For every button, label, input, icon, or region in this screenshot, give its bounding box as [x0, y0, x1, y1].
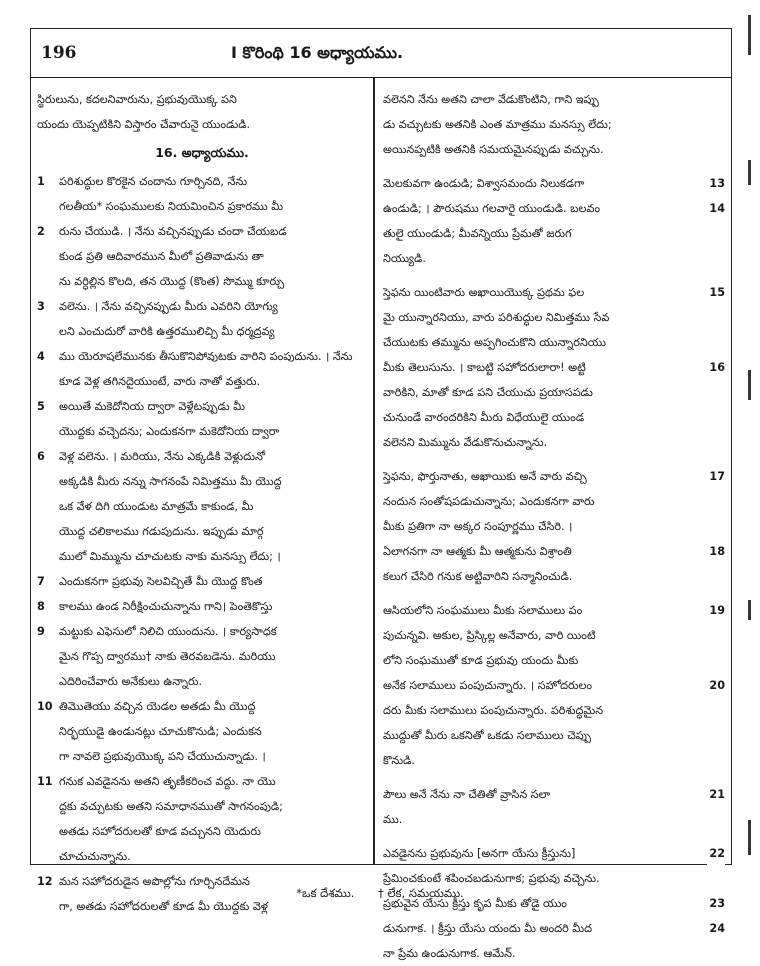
verse-text: మై యున్నారనియు, వారు పరిశుద్ధుల నిమిత్తము సేవ [383, 311, 610, 324]
verse-number: 24 [707, 916, 725, 941]
verse-line [383, 941, 725, 966]
verse-number: 1 [37, 175, 45, 188]
verse-text: గనుక ఎవడైనను అతని తృణీకరించ వద్దు. నా యొ [59, 775, 276, 788]
verse-number: 3 [37, 300, 45, 313]
verse-text: నందున సంతోషపడుచున్నాను; ఎందుకనగా వారు [383, 495, 595, 508]
text-line: యందు యెప్పటికిని విస్తారం చేవారునై యుండుడి. [37, 118, 251, 131]
verse-text: ఉండుడి; । పౌరుషము గలవారై యుండుడి. బలవం [383, 202, 601, 215]
edge-mark [748, 820, 751, 855]
verse-text: ఒక వేళ దిగి యుండుట మాత్రమే కాకుండ, మీ [59, 500, 254, 513]
verse-text: కాలము ఉండ నిరీక్షించుచున్నాను గాని। పెంతెకొస్తు [59, 600, 273, 613]
verse-text: యొద్ద చలికాలము గడుపుదును. ఇప్పుడు మార్గ [59, 525, 264, 538]
left-column [37, 87, 367, 919]
verse-text: అతడు సహోదరులతో కూడ వచ్చునని యెదురు [59, 825, 261, 838]
verse-line [37, 569, 367, 594]
verse-text: వలెనని నేను అతని చాలా వేడుకొంటిని, గాని ఇప్పు [383, 93, 599, 106]
verse-line [383, 137, 725, 162]
verse-number: 4 [37, 350, 45, 363]
verse-text: మైన గొప్ప ద్వారము† నాకు తెరవబడెను. మరియు [59, 650, 276, 663]
verse-number: 9 [37, 625, 45, 638]
verse-text: అక్కడికి మీరు నన్ను సాగనంపే నిమిత్తము మీ యొద్ద [59, 475, 282, 488]
paragraph-gap [383, 271, 725, 280]
verse-line [383, 330, 725, 355]
footnotes [30, 886, 730, 903]
verse-line [37, 669, 367, 694]
paragraph-gap [383, 589, 725, 598]
scan-edge-marks [740, 0, 760, 965]
footnote-2: † లేక, సమయము. [378, 886, 464, 900]
verse-text: మీకు ప్రతిగా నా అక్కర సంపూర్ణము చేసిరి. । [383, 520, 573, 533]
paragraph-gap [383, 773, 725, 782]
verse-line [37, 494, 367, 519]
verse-text: డు వచ్చుటకు అతనికి ఎంత మాత్రము మనస్సు లేదు; [383, 118, 612, 131]
verse-text: చూచుచున్నాను. [59, 850, 131, 863]
verse-line [37, 519, 367, 544]
verse-line [37, 794, 367, 819]
verse-line [37, 544, 367, 569]
verse-text: స్తెఫను, ఫొర్తునాతు, అఖాయికు అనే వారు వచ్చి [383, 470, 587, 483]
verse-line [37, 469, 367, 494]
verse-text: స్తెఫను యింటివారు అఖాయియొక్క ప్రథమ ఫల [383, 286, 585, 299]
verse-line [383, 380, 725, 405]
verse-number: 15 [707, 280, 725, 305]
column-divider [373, 77, 375, 864]
verse-text: మట్టుకు ఎఫెసులో నిలిచి యుందును. । కార్యసాధక [59, 625, 277, 638]
edge-mark [748, 160, 751, 185]
verse-text: ఎందుకనగా ప్రభువు సెలవిచ్చితే మీ యొద్ద కొంత [59, 575, 263, 588]
verse-line [383, 196, 725, 221]
verse-text: గా నావలె ప్రభువుయొక్క పని చేయుచున్నాడు. । [59, 750, 266, 763]
verse-number: 5 [37, 400, 45, 413]
paragraph-gap [383, 832, 725, 841]
left-verses [37, 169, 367, 919]
verse-text: అయితే మకెదోనియ ద్వారా వెళ్లేటప్పుడు మీ [59, 400, 245, 413]
verse-text: చేయుటకు తమ్మును అప్పగించుకొని యున్నారనియు [383, 336, 606, 349]
verse-number: 23 [707, 891, 725, 916]
verse-line [383, 598, 725, 623]
verse-text: పరిశుద్ధుల కొరకైన చందాను గూర్చినది, నేను [59, 175, 248, 188]
verse-text: ఆసియలోని సంఘములు మీకు సలాములు పం [383, 604, 583, 617]
footnote-1: *ఒక దేశము. [296, 886, 355, 900]
verse-line [37, 219, 367, 244]
verse-line [383, 564, 725, 589]
verse-line [383, 405, 725, 430]
verse-line [37, 744, 367, 769]
verse-text: అనేక సలాములు పంపుచున్నారు. । సహోదరులం [383, 679, 593, 692]
verse-text: మన సహోదరుడైన అపొల్లోను గూర్చినదేమన [59, 875, 250, 888]
verse-text: నియ్యుడి. [383, 252, 426, 265]
verse-number: 17 [707, 464, 725, 489]
verse-line [383, 355, 725, 380]
verse-text: ఏలాగనగా నా ఆత్మకు మీ ఆత్మకును విశ్రాంతి [383, 545, 572, 558]
verse-number: 11 [37, 775, 53, 788]
verse-text: కూడ వెళ్ల తగినదైయుంటే, వారు నాతో వత్తురు. [59, 375, 261, 388]
verse-text: లని ఎంచుదురో వారికి ఉత్తరములిచ్చి మీ ధర్మద్రవ్య [59, 325, 275, 338]
verse-line [37, 844, 367, 869]
edge-mark [748, 15, 751, 55]
verse-text: రును చేయుడి. । నేను వచ్చినప్పుడు చందా చేయబడ [59, 225, 287, 238]
verse-line [383, 916, 725, 941]
verse-text: గా, అతడు సహోదరులతో కూడ మీ యొద్దకు వెళ్ల [59, 900, 269, 913]
verse-text: ప్రేమించకుంటే శపించబడునుగాక; ప్రభువు వచ్చెను. [383, 872, 600, 885]
verse-line [37, 319, 367, 344]
verse-text: ద్దకు వచ్చుటకు అతని సమాధానముతో సాగనంపుడి; [59, 800, 283, 813]
verse-number: 7 [37, 575, 45, 588]
verse-number: 16 [707, 355, 725, 380]
verse-line [37, 644, 367, 669]
verse-number: 2 [37, 225, 45, 238]
verse-line [383, 698, 725, 723]
verse-line [383, 489, 725, 514]
verse-text: అయినప్పటికి అతనికి సమయమైనప్పుడు వచ్చును. [383, 143, 604, 156]
verse-text: వెళ్ల వలెను. । మరియు, నేను ఎక్కడికి వెళ్లుదునో [59, 450, 266, 463]
verse-text: వలెనని మిమ్మును వేడుకొనుచున్నాను. [383, 436, 548, 449]
verse-number: 19 [707, 598, 725, 623]
verse-line [37, 419, 367, 444]
verse-line [383, 464, 725, 489]
verse-line [383, 807, 725, 832]
verse-line [383, 112, 725, 137]
verse-line [37, 694, 367, 719]
verse-number: 10 [37, 700, 53, 713]
verse-line [383, 782, 725, 807]
verse-text: లోని సంఘముతో కూడ ప్రభువు యందు మీకు [383, 654, 579, 667]
verse-number: 13 [707, 171, 725, 196]
verse-text: యొద్దకు వచ్చెదను; ఎందుకనగా మకెదోనియ ద్వారా [59, 425, 280, 438]
verse-number: 6 [37, 450, 45, 463]
verse-text: నిర్భయుడై ఉండునట్లు చూచుకొనుడి; ఎందుకన [59, 725, 262, 738]
verse-line [37, 769, 367, 794]
verse-text: ఎవడైనను ప్రభువును [అనగా యేసు క్రీస్తును] [383, 847, 576, 860]
verse-number: 21 [707, 782, 725, 807]
verse-line [383, 514, 725, 539]
verse-text: మెలకువగా ఉండుడి; విశ్వాసమందు నిలుకడగా [383, 177, 585, 190]
verse-text: చునుండే వారందరికిని మీరు విధేయులై యుండ [383, 411, 585, 424]
verse-text: ము యెరూషలేమునకు తీసుకొనిపోవుటకు వారిని పంపుదును. । నేను [59, 350, 353, 363]
page-header [31, 29, 731, 78]
verse-line [383, 171, 725, 196]
verse-line [37, 394, 367, 419]
verse-line [383, 623, 725, 648]
verse-line [383, 748, 725, 773]
verse-number: 8 [37, 600, 45, 613]
verse-text: కలుగ చేసిరి గనుక అట్టివారిని సన్మానించుడి. [383, 570, 573, 583]
verse-number: 18 [707, 539, 725, 564]
verse-line [37, 719, 367, 744]
verse-line [37, 369, 367, 394]
verse-text: వారికిని, మాతో కూడ పని చేయుచు ప్రయాసపడు [383, 386, 593, 399]
verse-line [37, 194, 367, 219]
verse-text: పౌలు అనే నేను నా చేతితో వ్రాసిన సలా [383, 788, 551, 801]
verse-text: ముద్దుతో మీరు ఒకనితో ఒకడు సలాములు చెప్పు [383, 729, 592, 742]
verse-number: 22 [707, 841, 725, 866]
verse-text: డునుగాక. । క్రీస్తు యేసు యందు మీ అందరి మీద [383, 922, 593, 935]
verse-text: తిమొతెయు వచ్చిన యెడల అతడు మీ యొద్ద [59, 700, 256, 713]
verse-line [383, 723, 725, 748]
verse-line [37, 294, 367, 319]
right-column [383, 87, 725, 966]
paragraph-gap [383, 162, 725, 171]
verse-line [383, 648, 725, 673]
verse-line [383, 430, 725, 455]
verse-text: దరు మీకు సలాములు పంపుచున్నారు. పరిశుద్ధమైన [383, 704, 604, 717]
verse-number: 20 [707, 673, 725, 698]
verse-text: ము. [383, 813, 403, 826]
verse-text: కుండ ప్రతి ఆదివారమున మీలో ప్రతివాడును తా [59, 250, 264, 263]
verse-line [37, 169, 367, 194]
chapter-heading: 16. అధ్యాయము. [155, 145, 249, 160]
verse-line [383, 305, 725, 330]
verse-text: ప్రభువైన యేసు క్రీస్తు కృప మీకు తోడై యుం [383, 897, 567, 910]
paragraph-gap [383, 455, 725, 464]
verse-text: గలతీయ* సంఘములకు నియమించిన ప్రకారము మీ [59, 200, 284, 213]
verse-text: కొనుడి. [383, 754, 415, 767]
verse-line [383, 280, 725, 305]
verse-text: ములో మిమ్మును చూచుటకు నాకు మనస్సు లేదు; । [59, 550, 281, 563]
verse-line [37, 594, 367, 619]
edge-mark [748, 370, 751, 400]
verse-line [383, 539, 725, 564]
verse-line [383, 841, 725, 866]
page-number: 196 [41, 43, 77, 63]
edge-mark [748, 600, 751, 620]
verse-line [37, 444, 367, 469]
verse-text: తులై యుండుడి; మీవన్నియు ప్రేమతో జరుగ [383, 227, 572, 240]
verse-text: ను వర్ధిల్లిన కొలది, తన యొద్ద (కొంత) సొమ్ము కూర్చు [59, 275, 285, 288]
verse-text: నా ప్రేమ ఉండునుగాక. ఆమేన్. [383, 947, 516, 960]
verse-line [383, 246, 725, 271]
verse-line [37, 244, 367, 269]
verse-line [383, 87, 725, 112]
verse-number: 14 [707, 196, 725, 221]
verse-text: ఎదిరించేవారు అనేకులు ఉన్నారు. [59, 675, 203, 688]
verse-line [37, 819, 367, 844]
verse-text: వలెను. । నేను వచ్చినప్పుడు మీరు ఎవరిని యోగ్యు [59, 300, 278, 313]
verse-text: పుచున్నవి. అకుల, ప్రిస్కిల్ల అనేవారు, వారి యింటి [383, 629, 596, 642]
text-line: స్థిరులును, కదలనివారును, ప్రభువుయొక్క పని [37, 93, 237, 106]
verse-line [37, 344, 367, 369]
verse-text: మీకు తెలుసును. । కాబట్టి సహోదరులారా! అట్టి [383, 361, 586, 374]
verse-line [37, 619, 367, 644]
verse-line [37, 269, 367, 294]
verse-number: 12 [37, 875, 53, 888]
running-head: I కొరింథి 16 అధ్యాయము. [231, 43, 404, 62]
verse-line [383, 221, 725, 246]
verse-line [383, 673, 725, 698]
